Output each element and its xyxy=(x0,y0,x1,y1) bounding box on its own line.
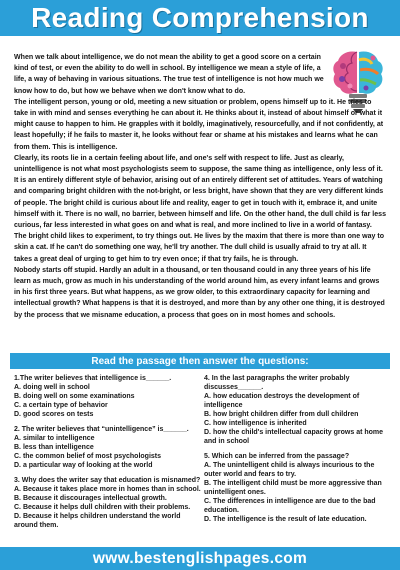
page-title: Reading Comprehension xyxy=(31,2,369,33)
question-stem: 5. Which can be inferred from the passage? xyxy=(204,453,350,460)
answer-option: B. how bright children differ from dull children xyxy=(204,411,359,418)
title-banner xyxy=(0,0,400,36)
answer-option: B. less than intelligence xyxy=(14,444,94,451)
questions-instruction-bar xyxy=(10,353,390,369)
answer-option: D. The intelligence is the result of late education. xyxy=(204,516,367,523)
answer-option: A. Because it takes place more in homes than in school. xyxy=(14,486,201,493)
passage-paragraph: The intelligent person, young or old, meeting a new situation or problem, opens himself up to it. He tries to take in with mind and senses everything he can about it. He thinks about it, instead of about himself or what it might cause to happen to him. He grapples with it boldly, imaginatively, resourcefully, and if not confidently, at least hopefully; if he fails to master it, he looks without fear or shame at his mistakes and learns what he can from them. This is intelligence. xyxy=(14,98,384,151)
footer-banner xyxy=(0,547,400,570)
answer-option: C. Because it helps dull children with their problems. xyxy=(14,504,191,511)
answer-option: A. how education destroys the development of intelligence xyxy=(204,393,360,409)
question-stem: 1.The writer believes that intelligence is______. xyxy=(14,375,172,382)
question-3 xyxy=(14,476,202,530)
answer-option: C. the common belief of most psychologists xyxy=(14,453,162,460)
question-4 xyxy=(204,374,386,446)
answer-option: B. The intelligent child must be more aggressive than unintelligent ones. xyxy=(204,480,382,496)
question-1 xyxy=(14,374,202,419)
passage-paragraph: The bright child likes to experiment, to try things out. He lives by the maxim that there is more than one way to skin a cat. If he can't do something one way, he'll try another. The dull child is usually afraid to try at all. It takes a great deal of urging to get him to try even once; if that try fails, he is through. xyxy=(14,233,385,263)
reading-passage xyxy=(14,52,386,321)
question-2 xyxy=(14,425,202,470)
answer-option: A. doing well in school xyxy=(14,384,90,391)
answer-option: D. a particular way of looking at the world xyxy=(14,462,153,469)
answer-option: B. Because it discourages intellectual growth. xyxy=(14,495,167,502)
answer-option: D. how the child's intellectual capacity grows at home and in school xyxy=(204,429,384,445)
answer-option: C. The differences in intelligence are due to the bad education. xyxy=(204,498,376,514)
questions-right-column xyxy=(204,374,386,530)
answer-option: C. a certain type of behavior xyxy=(14,402,108,409)
answer-option: D. good scores on tests xyxy=(14,411,94,418)
question-stem: 2. The writer believes that “unintelligence” is______. xyxy=(14,426,189,433)
passage-paragraph: Clearly, its roots lie in a certain feeling about life, and one's self with respect to life. Just as clearly, unintelligence is not what most psychologists seem to suppose, the same thing as intelligence, only less of it. It is an entirely different style of behavior, arising out of an entirely different set of attitudes. Years of watching and comparing bright children with the not-bright, or less bright, have shown that they are very different kinds of people. The bright child is curious about life and reality, eager to get in touch with it, embrace it, and unite himself with it. There is no wall, no barrier, between himself and life. On the other hand, the dull child is far less curious, far less interested in what goes on and what is real, and more inclined to live in a world of fantasy. xyxy=(14,154,386,230)
answer-option: A. similar to intelligence xyxy=(14,435,95,442)
answer-option: C. how intelligence is inherited xyxy=(204,420,307,427)
questions-left-column xyxy=(14,374,202,536)
questions-instruction: Read the passage then answer the questions: xyxy=(91,355,309,367)
answer-option: A. The unintelligent child is always incurious to the outer world and fears to try. xyxy=(204,462,375,478)
passage-paragraph: When we talk about intelligence, we do not mean the ability to get a good score on a certain kind of test, or even the ability to do well in school. By intelligence we mean a style of life, a life, a way of behaving in various situations. The true test of intelligence is not how much we know how to do, but how we behave when we don't know what to do. xyxy=(14,54,324,95)
passage-paragraph: Nobody starts off stupid. Hardly an adult in a thousand, or ten thousand could in any three years of his life learn as much, grow as much in his understanding of the world around him, as every infant learns and grows in his first three years. But what happens, as we grow older, to this extraordinary capacity for learning and intellectual growth? What happens is that it is destroyed, and more than by any other one thing, it is destroyed by the process that we misname education, a process that goes on in most homes and schools. xyxy=(14,266,385,319)
answer-option: B. doing well on some examinations xyxy=(14,393,135,400)
question-5 xyxy=(204,452,386,524)
question-stem: 3. Why does the writer say that education is misnamed? xyxy=(14,477,201,484)
answer-option: D. Because it helps children understand the world around them. xyxy=(14,513,181,529)
footer-site-link[interactable]: www.bestenglishpages.com xyxy=(92,549,308,567)
question-stem: 4. In the last paragraphs the writer probably discusses______. xyxy=(204,375,350,391)
